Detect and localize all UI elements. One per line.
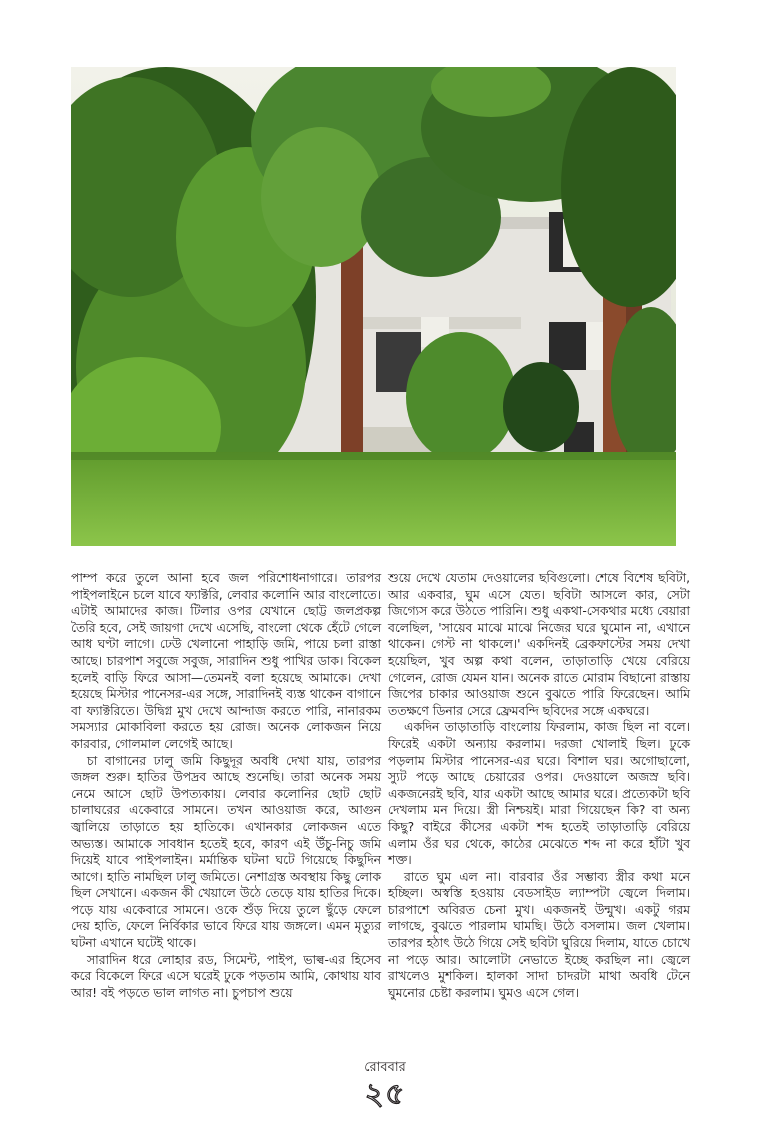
photo-illustration <box>71 67 676 546</box>
article-right-column <box>388 570 690 1001</box>
magazine-name: রোববার <box>364 1060 406 1075</box>
paragraph: রাতে ঘুম এল না। বারবার ওঁর সম্ভাব্য স্ত্রীর কথা মনে হচ্ছিল। অস্বস্তি হওয়ায় বেডসাইড ল্যাম্পটা জ্বেলে দিলাম। চারপাশে অবিরত চেনা মুখ। একজনই উন্মুখ। একটু গরম লাগছে, বুঝতে পারলাম ঘামছি। উঠে বসলাম। জল খেলাম। তারপর হঠাৎ উঠে গিয়ে সেই ছবিটা ঘুরিয়ে দিলাম, যাতে চোখে না পড়ে আর। আলোটা নেভাতে ইচ্ছে করছিল না। জ্বেলে রাখলেও মুশকিল। হালকা সাদা চাদরটা মাথা অবধি টেনে ঘুমনোর চেষ্টা করলাম। ঘুমও এসে গেল। <box>388 869 690 1000</box>
article-left-column <box>71 570 381 1001</box>
house-among-trees-photo <box>71 67 676 546</box>
page-number: ২৫ <box>364 1077 406 1112</box>
paragraph: শুয়ে দেখে যেতাম দেওয়ালের ছবিগুলো। শেষে বিশেষ ছবিটা, আর একবার, ঘুম এসে যেত। ছবিটা আসলে কার, সেটা জিগ্যেস করে উঠতে পারিনি। শুধু একথা-সেকথার মধ্যে বেয়ারা বলেছিল, 'সায়েব মাঝে মাঝে নিজের ঘরে ঘুমোন না, এখানে থাকেন। গেস্ট না থাকলে।' একদিনই ব্রেকফাস্টের সময় দেখা হয়েছিল, খুব অল্প কথা বলেন, তাড়াতাড়ি খেয়ে বেরিয়ে গেলেন, রোজ যেমন যান। অনেক রাতে মোরাম বিছানো রাস্তায় জিপের চাকার আওয়াজ শুনে বুঝতে পারি ফিরেছেন। আমি ততক্ষণে ডিনার সেরে ফ্রেমবন্দি ছবিদের সঙ্গে একঘরে। <box>388 571 690 718</box>
paragraph: চা বাগানের ঢালু জমি কিছুদূর অবধি দেখা যায়, তারপর জঙ্গল শুরু। হাতির উপদ্রব আছে শুনেছি। তারা অনেক সময় নেমে আসে ছোট উপত্যকায়। লেবার কলোনির ছোট ছোট চালাঘরের একেবারে সামনে। তখন আওয়াজ করে, আগুন জ্বালিয়ে তাড়াতে হয় হাতিকে। এখানকার লোকজন এতে অভ্যস্ত। আমাকে সাবধান হতেই হবে, কারণ এই উঁচু-নিচু জমি দিয়েই যাবে পাইপলাইন। মর্মান্তিক ঘটনা ঘটে গিয়েছে কিছুদিন আগে। হাতি নামছিল ঢালু জমিতে। নেশাগ্রস্ত অবস্থায় কিছু লোক ছিল সেখানে। একজন কী খেয়ালে উঠে তেড়ে যায় হাতির দিকে। পড়ে যায় একেবারে সামনে। ওকে শুঁড় দিয়ে তুলে ছুঁড়ে ফেলে দেয় হাতি, ফেলে নির্বিকার ভাবে ফিরে যায় জঙ্গলে। এমন মৃত্যুর ঘটনা এখানে ঘটেই থাকে। <box>71 753 381 951</box>
paragraph: একদিন তাড়াতাড়ি বাংলোয় ফিরলাম, কাজ ছিল না বলে। ফিরেই একটা অন্যায় করলাম। দরজা খোলাই ছিল। ঢুকে পড়লাম মিস্টার পানেসর-এর ঘরে। বিশাল ঘর। অগোছালো, স্যুট পড়ে আছে চেয়ারের ওপর। দেওয়ালে অজস্র ছবি। একজনেরই ছবি, যার একটা আছে আমার ঘরে। প্রত্যেকটা ছবি দেখলাম মন দিয়ে। স্ত্রী নিশ্চয়ই। মারা গিয়েছেন কি? বা অন্য কিছু? বাইরে কীসের একটা শব্দ হতেই তাড়াতাড়ি বেরিয়ে এলাম ওঁর ঘর থেকে, কাঠের মেঝেতে শব্দ না করে হাঁটা খুব শক্ত। <box>388 720 690 868</box>
paragraph: পাম্প করে তুলে আনা হবে জল পরিশোধনাগারে। তারপর পাইপলাইনে চলে যাবে ফ্যাক্টরি, লেবার কলোনি আর বাংলোতে। এটাই আমাদের কাজ। টিলার ওপর যেখানে ছোট্ট জলপ্রকল্প তৈরি হবে, সেই জায়গা দেখে এসেছি, বাংলো থেকে হেঁটে গেলে আধ ঘণ্টা লাগে। ঢেউ খেলানো পাহাড়ি জমি, পায়ে চলা রাস্তা আছে। চারপাশ সবুজে সবুজ, সারাদিন শুধু পাখির ডাক। বিকেল হলেই বাড়ি ফিরে আসা—তেমনই বলা হয়েছে আমাকে। দেখা হয়েছে মিস্টার পানেসর-এর সঙ্গে, সারাদিনই ব্যস্ত থাকেন বাগানে বা ফ্যাক্টরিতে। উদ্বিগ্ন মুখ দেখে আন্দাজ করতে পারি, নানারকম সমস্যার মোকাবিলা করতে হয় রোজ। অনেক লোকজন নিয়ে কারবার, গোলমাল লেগেই আছে। <box>71 571 381 751</box>
grass-lawn <box>71 452 676 546</box>
paragraph: সারাদিন ধরে লোহার রড, সিমেন্ট, পাইপ, ভাল্ব-এর হিসেব করে বিকেলে ফিরে এসে ঘরেই ঢুকে পড়তাম আমি, কোথায় যাব আর! বই পড়তে ভাল লাগত না। চুপচাপ শুয়ে <box>71 952 381 1000</box>
